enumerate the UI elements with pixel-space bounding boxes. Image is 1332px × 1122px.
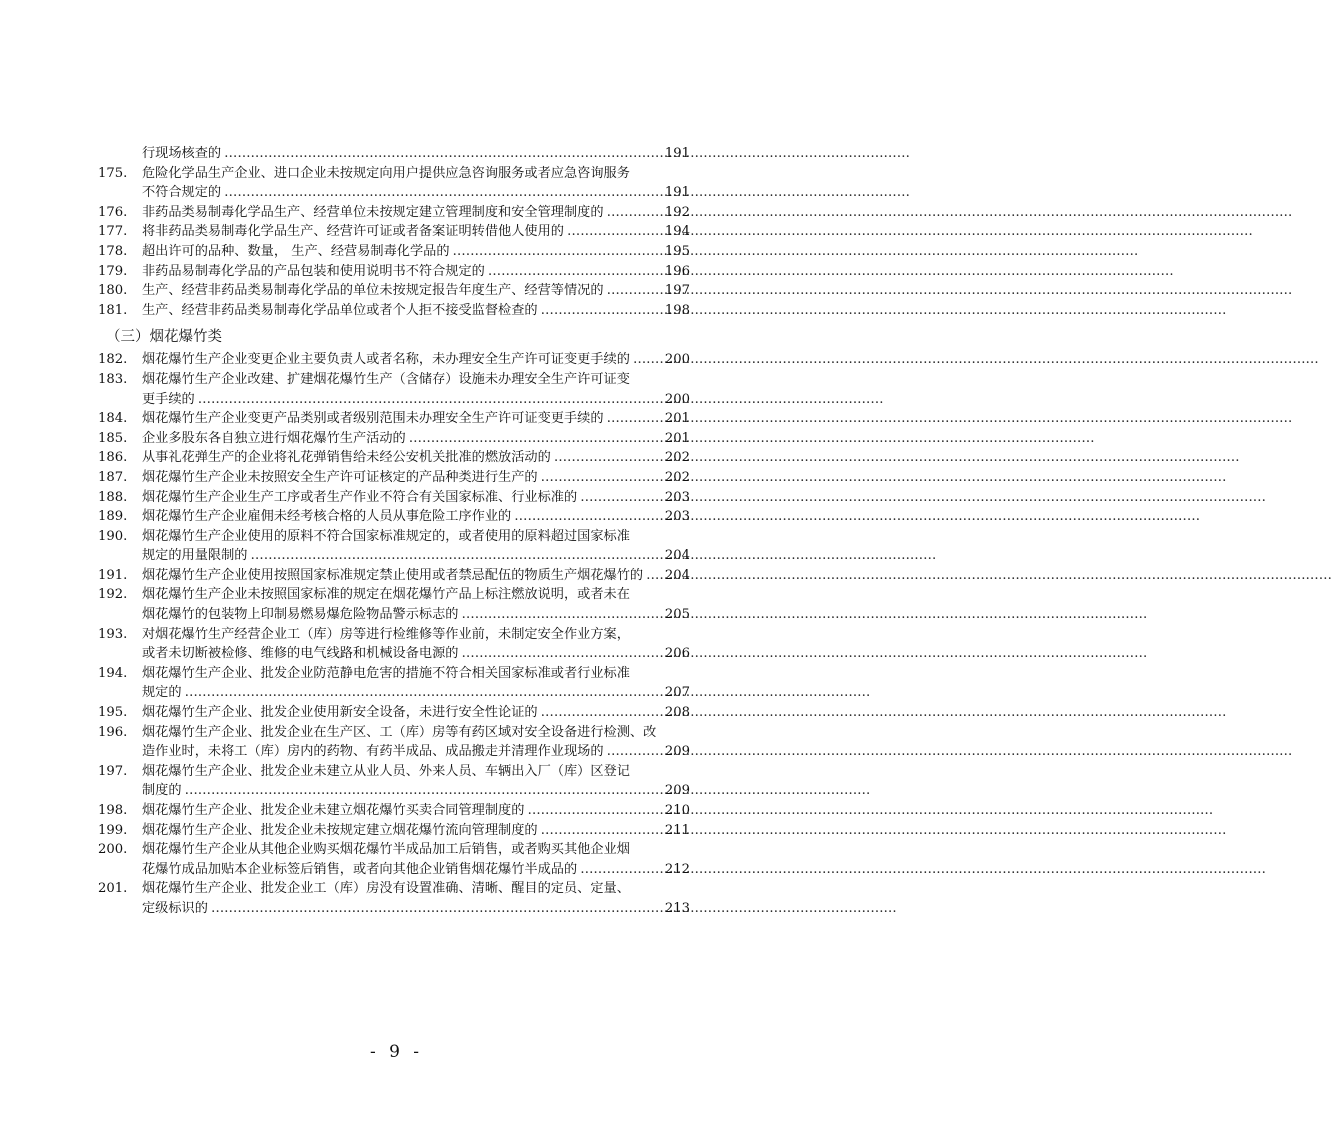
toc-entry-title: 烟花爆竹生产企业雇佣未经考核合格的人员从事危险工序作业的: [142, 509, 512, 525]
toc-entry-body: [142, 242, 690, 262]
toc-entry-page: 212: [664, 861, 690, 877]
toc-entry[interactable]: [98, 762, 690, 782]
toc-entry-body: [142, 507, 690, 527]
toc-entry-body: [142, 801, 690, 821]
toc-entry[interactable]: [98, 242, 690, 262]
toc-entry-page: 201: [664, 430, 690, 446]
toc-entry-page: 209: [664, 744, 690, 760]
toc-entry-number: 175.: [98, 165, 128, 181]
toc-entry-page: 194: [664, 224, 690, 240]
toc-entry-page: 192: [664, 204, 690, 220]
toc-entry-body: [142, 762, 690, 782]
toc-leader-dots: [453, 242, 662, 262]
toc-leader-dots: [554, 448, 662, 468]
toc-entry[interactable]: [98, 840, 690, 860]
toc-entry-body: [142, 899, 690, 919]
toc-leader-dots: [198, 390, 662, 410]
toc-entry-body: [142, 879, 690, 899]
toc-entry[interactable]: [98, 664, 690, 684]
toc-entry-body: [142, 409, 690, 429]
toc-entry[interactable]: [98, 468, 690, 488]
toc-entry-body: [142, 840, 690, 860]
toc-entry-number: 198.: [98, 803, 128, 818]
toc-entry-number: 199.: [98, 822, 128, 838]
toc-leader-dots: [462, 644, 662, 664]
toc-entry-number: 201.: [98, 881, 128, 897]
toc-entry-title: 更手续的: [142, 391, 195, 407]
toc-entry-body: [142, 183, 690, 203]
toc-leader-dots: [514, 507, 662, 527]
toc-leader-dots: [646, 566, 662, 586]
table-of-contents: [98, 144, 690, 919]
toc-entry[interactable]: [98, 203, 690, 223]
toc-entry-number: 197.: [98, 763, 128, 779]
toc-entry-page: 191: [664, 185, 690, 201]
toc-list-fireworks: [98, 350, 690, 918]
toc-entry-body: [142, 664, 690, 684]
toc-entry[interactable]: [98, 723, 690, 743]
toc-entry-number: 192.: [98, 587, 128, 603]
toc-entry[interactable]: [98, 350, 690, 370]
toc-leader-dots: [541, 703, 662, 723]
toc-entry-title: 烟花爆竹生产企业生产工序或者生产作业不符合有关国家标准、行业标准的: [142, 489, 578, 505]
toc-entry-number: 185.: [98, 430, 128, 446]
toc-entry-number: 187.: [98, 469, 128, 485]
toc-leader-dots: [185, 683, 662, 703]
toc-entry-title: 烟花爆竹生产企业变更企业主要负责人或者名称，未办理安全生产许可证变更手续的: [142, 352, 630, 368]
toc-entry-body: [142, 301, 690, 321]
toc-entry-title: 企业多股东各自独立进行烟花爆竹生产活动的: [142, 430, 406, 446]
toc-entry-body: [142, 585, 690, 605]
toc-entry-page: 207: [664, 685, 690, 701]
toc-entry-body: [142, 370, 690, 390]
toc-entry[interactable]: [98, 703, 690, 723]
toc-entry[interactable]: [98, 301, 690, 321]
toc-entry[interactable]: [98, 448, 690, 468]
toc-entry-page: 206: [664, 646, 690, 662]
toc-entry[interactable]: [98, 507, 690, 527]
toc-entry-title: 从事礼花弹生产的企业将礼花弹销售给未经公安机关批准的燃放活动的: [142, 450, 551, 466]
toc-entry-body: [142, 644, 690, 664]
toc-entry-title: 烟花爆竹生产企业、批发企业防范静电危害的措施不符合相关国家标准或者行业标准: [142, 665, 630, 681]
toc-entry-body: [142, 144, 690, 164]
toc-entry[interactable]: [98, 390, 690, 410]
toc-entry-title: 规定的: [142, 685, 182, 701]
toc-entry[interactable]: [98, 585, 690, 605]
toc-entry-title: 超出许可的品种、数量， 生产、经营易制毒化学品的: [142, 243, 450, 259]
toc-entry[interactable]: [98, 879, 690, 899]
toc-entry-body: [142, 546, 690, 566]
toc-entry-page: 195: [664, 243, 690, 259]
toc-entry-title: 烟花爆竹生产企业、批发企业使用新安全设备，未进行安全性论证的: [142, 705, 538, 721]
toc-entry-number: 188.: [98, 489, 128, 505]
toc-entry-title: 烟花爆竹生产企业、批发企业未建立烟花爆竹买卖合同管理制度的: [142, 803, 525, 818]
toc-entry[interactable]: [98, 781, 690, 801]
toc-entry-page: 203: [664, 509, 690, 525]
toc-entry-title: 烟花爆竹生产企业未按照国家标准的规定在烟花爆竹产品上标注燃放说明，或者未在: [142, 587, 630, 603]
toc-entry-number: 194.: [98, 665, 128, 681]
toc-entry-title: 烟花爆竹生产企业、批发企业未按规定建立烟花爆竹流向管理制度的: [142, 822, 538, 838]
toc-leader-dots: [541, 301, 662, 321]
toc-entry-body: [142, 488, 690, 508]
toc-entry-body: [142, 860, 690, 880]
toc-entry-title: 行现场核查的: [142, 146, 222, 161]
page-number: - 9 -: [369, 1042, 424, 1062]
toc-entry-number: 195.: [98, 705, 128, 721]
toc-leader-dots: [211, 899, 662, 919]
toc-leader-dots: [580, 860, 662, 880]
toc-entry-number: 181.: [98, 302, 128, 318]
toc-entry-title: 烟花爆竹生产企业变更产品类别或者级别范围未办理安全生产许可证变更手续的: [142, 411, 604, 427]
toc-entry-number: 193.: [98, 626, 128, 642]
toc-entry-body: [142, 742, 690, 762]
toc-entry-number: 178.: [98, 243, 128, 259]
toc-entry-page: 197: [664, 283, 690, 299]
toc-entry-page: 211: [664, 822, 690, 838]
section-heading-fireworks: （三）烟花爆竹类: [106, 329, 222, 346]
toc-leader-dots: [462, 605, 662, 625]
toc-entry-number: 177.: [98, 224, 128, 240]
toc-entry-page: 202: [664, 469, 690, 485]
toc-entry-title: 烟花爆竹生产企业使用的原料不符合国家标准规定的，或者使用的原料超过国家标准: [142, 528, 630, 544]
toc-entry-page: 205: [664, 607, 690, 623]
toc-entry-body: [142, 527, 690, 547]
toc-entry-number: 184.: [98, 411, 128, 427]
toc-entry[interactable]: [98, 183, 690, 203]
toc-entry-title: 生产、经营非药品类易制毒化学品单位或者个人拒不接受监督检查的: [142, 302, 538, 318]
toc-entry-title: 烟花爆竹生产企业改建、扩建烟花爆竹生产（含储存）设施未办理安全生产许可证变: [142, 371, 630, 387]
toc-entry-number: 182.: [98, 352, 128, 368]
toc-leader-dots: [567, 222, 662, 242]
toc-entry[interactable]: [98, 821, 690, 841]
toc-entry[interactable]: [98, 625, 690, 645]
toc-entry-title: 对烟花爆竹生产经营企业工（库）房等进行检维修等作业前，未制定安全作业方案，: [142, 626, 630, 642]
toc-leader-dots: [488, 262, 662, 282]
toc-leader-dots: [251, 546, 662, 566]
toc-entry-body: [142, 429, 690, 449]
toc-entry[interactable]: [98, 429, 690, 449]
toc-entry-number: 190.: [98, 528, 128, 544]
toc-leader-dots: [580, 488, 662, 508]
toc-leader-dots: [541, 821, 662, 841]
toc-entry-number: 179.: [98, 263, 128, 279]
toc-entry-body: [142, 703, 690, 723]
toc-entry-page: 210: [664, 803, 690, 818]
toc-entry-title: 烟花爆竹的包装物上印制易燃易爆危险物品警示标志的: [142, 607, 459, 623]
toc-entry-body: [142, 222, 690, 242]
toc-entry-page: 200: [664, 352, 690, 368]
toc-entry-number: 200.: [98, 842, 128, 858]
toc-entry-number: 196.: [98, 724, 128, 740]
toc-entry-title: 规定的用量限制的: [142, 548, 248, 564]
toc-entry[interactable]: [98, 409, 690, 429]
toc-entry-title: 或者未切断被检修、维修的电气线路和机械设备电源的: [142, 646, 459, 662]
toc-entry-title: 不符合规定的: [142, 185, 222, 201]
toc-entry[interactable]: [98, 164, 690, 184]
toc-entry-title: 危险化学品生产企业、进口企业未按规定向用户提供应急咨询服务或者应急咨询服务: [142, 165, 630, 181]
toc-entry-number: 176.: [98, 204, 128, 220]
toc-entry-body: [142, 625, 690, 645]
toc-leader-dots: [607, 742, 662, 762]
toc-entry-title: 烟花爆竹生产企业从其他企业购买烟花爆竹半成品加工后销售，或者购买其他企业烟: [142, 842, 630, 858]
toc-entry[interactable]: [98, 281, 690, 301]
toc-entry[interactable]: [98, 742, 690, 762]
toc-entry-page: 209: [664, 783, 690, 799]
toc-entry-title: 造作业时，未将工（库）房内的药物、有药半成品、成品搬走并清理作业现场的: [142, 744, 604, 760]
toc-entry-title: 花爆竹成品加贴本企业标签后销售，或者向其他企业销售烟花爆竹半成品的: [142, 861, 578, 877]
toc-entry[interactable]: [98, 222, 690, 242]
toc-entry-page: 200: [664, 391, 690, 407]
toc-leader-dots: [607, 409, 662, 429]
toc-entry-page: 204: [664, 548, 690, 564]
toc-entry[interactable]: [98, 644, 690, 664]
toc-leader-dots: [527, 801, 661, 821]
toc-entry-number: 183.: [98, 371, 128, 387]
toc-entry-body: [142, 605, 690, 625]
toc-entry-page: 213: [664, 900, 690, 916]
toc-entry-body: [142, 390, 690, 410]
toc-leader-dots: [185, 781, 662, 801]
toc-leader-dots: [607, 203, 662, 223]
toc-entry[interactable]: [98, 262, 690, 282]
toc-entry[interactable]: [98, 370, 690, 390]
toc-entry[interactable]: [98, 144, 690, 164]
toc-entry[interactable]: [98, 683, 690, 703]
toc-entry-body: [142, 350, 690, 370]
toc-entry-page: 196: [664, 263, 690, 279]
toc-leader-dots: [541, 468, 662, 488]
toc-entry-title: 生产、经营非药品类易制毒化学品的单位未按规定报告年度生产、经营等情况的: [142, 283, 604, 299]
toc-entry-number: 191.: [98, 567, 128, 583]
toc-entry-title: 烟花爆竹生产企业未按照安全生产许可证核定的产品种类进行生产的: [142, 469, 538, 485]
toc-entry[interactable]: [98, 605, 690, 625]
toc-entry-body: [142, 821, 690, 841]
toc-entry[interactable]: [98, 801, 690, 821]
toc-entry-title: 制度的: [142, 783, 182, 799]
toc-entry-body: [142, 164, 690, 184]
toc-entry-body: [142, 723, 690, 743]
toc-entry-body: [142, 566, 690, 586]
toc-entry-body: [142, 468, 690, 488]
toc-entry[interactable]: [98, 860, 690, 880]
toc-entry[interactable]: [98, 566, 690, 586]
toc-entry-page: 208: [664, 705, 690, 721]
toc-entry-body: [142, 262, 690, 282]
toc-entry-number: 189.: [98, 509, 128, 525]
toc-list-hazardous-chemicals: [98, 144, 690, 320]
toc-entry-title: 烟花爆竹生产企业、批发企业在生产区、工（库）房等有药区域对安全设备进行检测、改: [142, 724, 657, 740]
toc-entry-page: 191: [664, 146, 690, 161]
toc-entry-number: 186.: [98, 450, 128, 466]
toc-leader-dots: [409, 429, 662, 449]
toc-leader-dots: [224, 144, 662, 164]
toc-entry-title: 烟花爆竹生产企业、批发企业工（库）房没有设置准确、清晰、醒目的定员、定量、: [142, 881, 630, 897]
toc-entry-title: 非药品类易制毒化学品生产、经营单位未按规定建立管理制度和安全管理制度的: [142, 204, 604, 220]
toc-entry-page: 198: [664, 302, 690, 318]
toc-entry-title: 将非药品类易制毒化学品生产、经营许可证或者备案证明转借他人使用的: [142, 224, 564, 240]
toc-entry-body: [142, 781, 690, 801]
toc-entry[interactable]: [98, 899, 690, 919]
toc-entry-page: 201: [664, 411, 690, 427]
toc-entry-title: 烟花爆竹生产企业使用按照国家标准规定禁止使用或者禁忌配伍的物质生产烟花爆竹的: [142, 567, 644, 583]
toc-entry-number: 180.: [98, 283, 128, 299]
toc-leader-dots: [607, 281, 662, 301]
toc-entry-title: 定级标识的: [142, 900, 208, 916]
toc-entry-page: 202: [664, 450, 690, 466]
toc-entry-body: [142, 448, 690, 468]
toc-entry[interactable]: [98, 527, 690, 547]
toc-entry-page: 203: [664, 489, 690, 505]
toc-leader-dots: [633, 350, 662, 370]
toc-leader-dots: [224, 183, 662, 203]
toc-entry-title: 非药品易制毒化学品的产品包装和使用说明书不符合规定的: [142, 263, 485, 279]
toc-entry-title: 烟花爆竹生产企业、批发企业未建立从业人员、外来人员、车辆出入厂（库）区登记: [142, 763, 630, 779]
toc-entry-body: [142, 203, 690, 223]
toc-entry-body: [142, 683, 690, 703]
toc-entry-body: [142, 281, 690, 301]
toc-entry[interactable]: [98, 546, 690, 566]
toc-entry[interactable]: [98, 488, 690, 508]
toc-entry-page: 204: [664, 567, 690, 583]
